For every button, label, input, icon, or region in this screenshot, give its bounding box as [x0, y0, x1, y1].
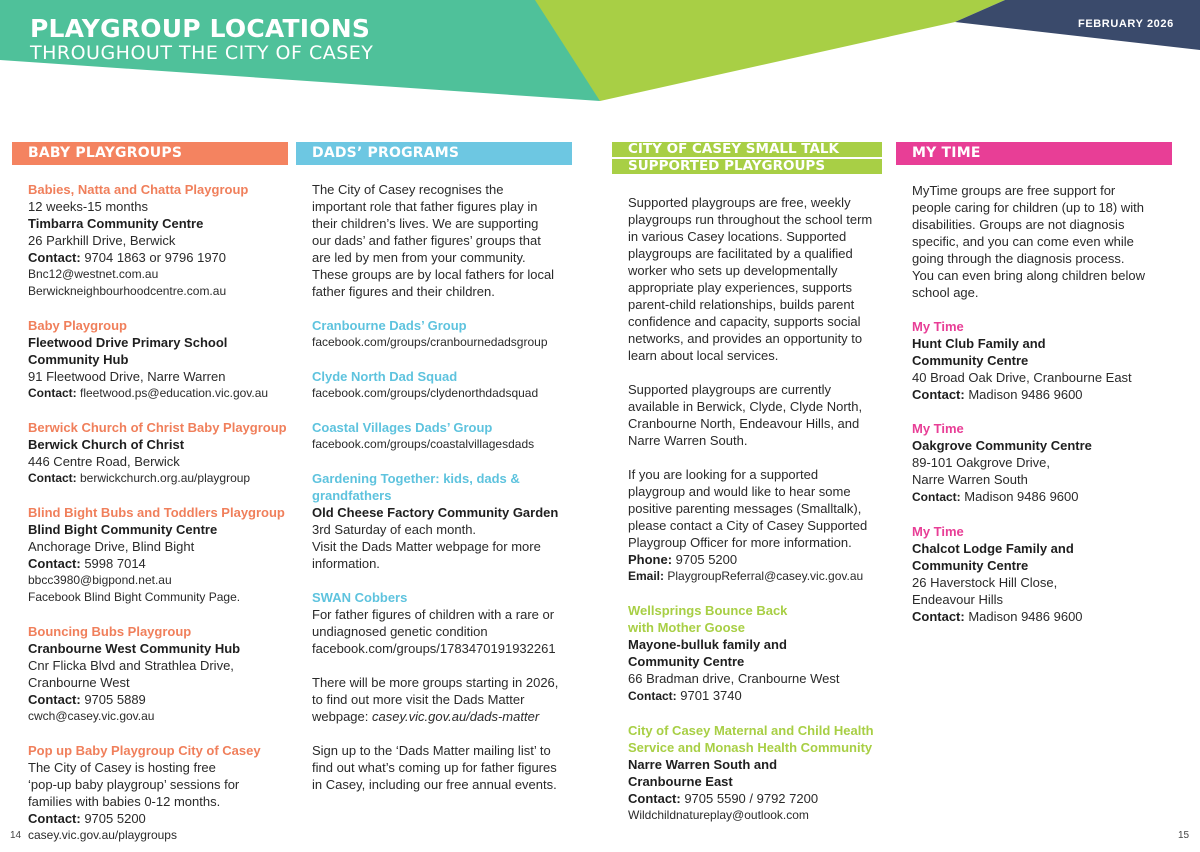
listing-desc-1: The City of Casey is hosting free	[28, 760, 216, 775]
para-line: to find out more visit the Dads Matter	[312, 692, 525, 707]
listing-address: 26 Haverstock Hill Close,	[912, 575, 1058, 590]
listing-facebook: facebook.com/groups/1783470191932261	[312, 641, 556, 656]
listing-desc-2: ‘pop-up baby playgroup’ sessions for	[28, 777, 240, 792]
listing-schedule: 3rd Saturday of each month.	[312, 522, 477, 537]
dads-mailing-list	[312, 742, 570, 793]
listing-address: 89-101 Oakgrove Drive,	[912, 455, 1051, 470]
listing-title: City of Casey Maternal and Child Health	[628, 723, 874, 738]
listing-contact: Contact: 9705 5200	[28, 811, 146, 826]
listing-venue: Cranbourne West Community Hub	[28, 641, 241, 656]
listing-venue-line2: Community Hub	[28, 352, 129, 367]
listing-babies-natta-chatta	[28, 181, 286, 300]
intro-line: MyTime groups are free support for	[912, 183, 1116, 198]
listing-address: 91 Fleetwood Drive, Narre Warren	[28, 369, 226, 384]
listing-venue: Berwick Church of Christ	[28, 437, 185, 452]
listing-website: casey.vic.gov.au/playgroups	[28, 828, 177, 842]
para-line: webpage: casey.vic.gov.au/dads-matter	[312, 709, 540, 724]
para-line: Supported playgroups are free, weekly	[628, 195, 851, 210]
listing-address-line2: Cranbourne West	[28, 675, 130, 690]
para-line: playgroup and would like to hear some	[628, 484, 851, 499]
listing-facebook: Facebook Blind Bight Community Page.	[28, 590, 241, 604]
small-talk-heading-line1: CITY OF CASEY SMALL TALK	[612, 142, 882, 157]
listing-my-time-oakgrove	[912, 420, 1170, 506]
intro-line: father figures and their children.	[312, 284, 495, 299]
listing-desc-2: information.	[312, 556, 380, 571]
small-talk-heading	[612, 142, 882, 174]
listing-berwick-church	[28, 419, 286, 487]
listing-title: Blind Bight Bubs and Toddlers Playgroup	[28, 505, 285, 520]
listing-address-line2: Narre Warren South	[912, 472, 1028, 487]
listing-cranbourne-dads	[312, 317, 570, 351]
dads-more-groups	[312, 674, 570, 725]
listing-title: Pop up Baby Playgroup City of Casey	[28, 743, 261, 758]
listing-address: 26 Parkhill Drive, Berwick	[28, 233, 176, 248]
para-line: If you are looking for a supported	[628, 467, 819, 482]
listing-contact: Contact: Madison 9486 9600	[912, 387, 1083, 402]
listing-contact: Contact: Madison 9486 9600	[912, 609, 1083, 624]
listing-bouncing-bubs	[28, 623, 286, 725]
listing-title: SWAN Cobbers	[312, 590, 408, 605]
intro-line: school age.	[912, 285, 979, 300]
listing-contact: Contact: 5998 7014	[28, 556, 146, 571]
listing-maternal-child-health	[628, 722, 880, 824]
listing-my-time-chalcot-lodge	[912, 523, 1170, 625]
listing-contact: Contact: fleetwood.ps@education.vic.gov.au	[28, 386, 269, 400]
listing-my-time-hunt-club	[912, 318, 1170, 403]
page-title-block	[30, 16, 373, 64]
intro-line: our dads’ and father figures’ groups that	[312, 233, 541, 248]
para-line: positive parenting messages (Smalltalk),	[628, 501, 862, 516]
para-line: please contact a City of Casey Supported	[628, 518, 868, 533]
para-line: in various Casey locations. Supported	[628, 229, 847, 244]
listing-desc-3: families with babies 0-12 months.	[28, 794, 221, 809]
listing-title: Babies, Natta and Chatta Playgroup	[28, 182, 249, 197]
para-line: There will be more groups starting in 2026,	[312, 675, 559, 690]
listing-venue: Old Cheese Factory Community Garden	[312, 505, 559, 520]
listing-venue: Oakgrove Community Centre	[912, 438, 1092, 453]
listing-title: Clyde North Dad Squad	[312, 369, 458, 384]
para-line: worker who sets up developmentally	[628, 263, 838, 278]
baby-playgroups-heading: BABY PLAYGROUPS	[12, 142, 288, 165]
listing-desc: For father figures of children with a rare or	[312, 607, 555, 622]
listing-address: Cnr Flicka Blvd and Strathlea Drive,	[28, 658, 234, 673]
para-line: networks, and provides an opportunity to	[628, 331, 863, 346]
listing-title: My Time	[912, 319, 964, 334]
small-talk-phone: Phone: 9705 5200	[628, 552, 738, 567]
listing-title: Gardening Together: kids, dads &	[312, 471, 520, 486]
page-number-left: 14	[10, 830, 22, 841]
small-talk-heading-line2: SUPPORTED PLAYGROUPS	[612, 159, 882, 174]
listing-email: bbcc3980@bigpond.net.au	[28, 573, 172, 587]
listing-email: cwch@casey.vic.gov.au	[28, 709, 155, 723]
listing-address: 66 Bradman drive, Cranbourne West	[628, 671, 840, 686]
listing-contact: Contact: berwickchurch.org.au/playgroup	[28, 471, 251, 485]
listing-venue: Mayone-bulluk family and	[628, 637, 787, 652]
my-time-heading: MY TIME	[896, 142, 1172, 165]
listing-contact: Contact: Madison 9486 9600	[912, 489, 1079, 504]
banner-lime-shape	[535, 0, 1005, 101]
intro-line: important role that father figures play in	[312, 199, 538, 214]
dads-programs-heading: DADS’ PROGRAMS	[296, 142, 572, 165]
intro-line: are led by men from your community.	[312, 250, 526, 265]
intro-line: going through the diagnosis process.	[912, 251, 1125, 266]
listing-address: 40 Broad Oak Drive, Cranbourne East	[912, 370, 1132, 385]
dads-programs-section	[296, 142, 572, 810]
small-talk-section	[612, 142, 882, 841]
baby-playgroups-section	[12, 142, 288, 852]
listing-title: Cranbourne Dads’ Group	[312, 318, 467, 333]
listing-contact: Contact: 9705 5889	[28, 692, 146, 707]
para-line: Supported playgroups are currently	[628, 382, 832, 397]
listing-age: 12 weeks-15 months	[28, 199, 148, 214]
listing-venue: Chalcot Lodge Family and	[912, 541, 1074, 556]
listing-gardening-together	[312, 470, 570, 572]
intro-line: people caring for children (up to 18) with	[912, 200, 1144, 215]
listing-desc-2: undiagnosed genetic condition	[312, 624, 488, 639]
small-talk-para-2	[628, 381, 880, 449]
listing-venue: Hunt Club Family and	[912, 336, 1046, 351]
listing-email: Bnc12@westnet.com.au	[28, 267, 159, 281]
listing-clyde-north-dad-squad	[312, 368, 570, 402]
intro-line: The City of Casey recognises the	[312, 182, 504, 197]
small-talk-para-1	[628, 194, 880, 364]
listing-venue-line2: Community Centre	[912, 558, 1029, 573]
listing-baby-playgroup	[28, 317, 286, 402]
small-talk-para-3	[628, 466, 880, 585]
listing-title: Wellsprings Bounce Back	[628, 603, 788, 618]
listing-title: Coastal Villages Dads’ Group	[312, 420, 493, 435]
para-line: Cranbourne North, Endeavour Hills, and	[628, 416, 860, 431]
para-line: Narre Warren South.	[628, 433, 748, 448]
para-line: confidence and capacity, supports social	[628, 314, 861, 329]
listing-venue: Timbarra Community Centre	[28, 216, 204, 231]
page-subtitle: THROUGHOUT THE CITY OF CASEY	[30, 42, 374, 64]
para-line: in Casey, including our free annual events.	[312, 777, 557, 792]
listing-title-line2: Service and Monash Health Community	[628, 740, 873, 755]
listing-facebook: facebook.com/groups/clydenorthdadsquad	[312, 386, 539, 400]
para-line: appropriate play experiences, supports	[628, 280, 853, 295]
intro-line: specific, and you can come even while	[912, 234, 1134, 249]
listing-venue-line2: Cranbourne East	[628, 774, 733, 789]
listing-contact: Contact: 9705 5590 / 9792 7200	[628, 791, 819, 806]
intro-line: These groups are by local fathers for local	[312, 267, 555, 282]
my-time-section	[896, 142, 1172, 642]
listing-desc: Visit the Dads Matter webpage for more	[312, 539, 541, 554]
para-line: Sign up to the ‘Dads Matter mailing list’ to	[312, 743, 551, 758]
listing-blind-bight	[28, 504, 286, 606]
listing-swan-cobbers	[312, 589, 570, 657]
issue-date: FEBRUARY 2026	[1078, 18, 1174, 30]
listing-address: 446 Centre Road, Berwick	[28, 454, 180, 469]
para-line: playgroups run throughout the school term	[628, 212, 873, 227]
intro-line: disabilities. Groups are not diagnosis	[912, 217, 1125, 232]
listing-address-line2: Endeavour Hills	[912, 592, 1004, 607]
listing-facebook: facebook.com/groups/coastalvillagesdads	[312, 437, 535, 451]
listing-title: My Time	[912, 421, 964, 436]
intro-line: their children’s lives. We are supporting	[312, 216, 539, 231]
listing-wellsprings	[628, 602, 880, 705]
page-number-right: 15	[1178, 830, 1190, 841]
listing-facebook: facebook.com/groups/cranbournedadsgroup	[312, 335, 548, 349]
para-line: available in Berwick, Clyde, Clyde North,	[628, 399, 863, 414]
my-time-intro	[912, 182, 1170, 301]
listing-contact: Contact: 9704 1863 or 9796 1970	[28, 250, 227, 265]
listing-title: Berwick Church of Christ Baby Playgroup	[28, 420, 287, 435]
listing-venue: Blind Bight Community Centre	[28, 522, 218, 537]
dads-matter-link[interactable]: casey.vic.gov.au/dads-matter	[372, 709, 540, 724]
listing-venue: Narre Warren South and	[628, 757, 778, 772]
dads-intro	[312, 181, 570, 300]
listing-venue: Fleetwood Drive Primary School	[28, 335, 228, 350]
listing-title-line2: grandfathers	[312, 488, 392, 503]
para-line: Playgroup Officer for more information.	[628, 535, 852, 550]
para-line: find out what’s coming up for father figures	[312, 760, 557, 775]
para-line: parent-child relationships, builds parent	[628, 297, 855, 312]
listing-title: My Time	[912, 524, 964, 539]
listing-venue-line2: Community Centre	[628, 654, 745, 669]
page-title: PLAYGROUP LOCATIONS	[30, 14, 371, 43]
para-line: playgroups are facilitated by a qualified	[628, 246, 853, 261]
listing-address: Anchorage Drive, Blind Bight	[28, 539, 195, 554]
intro-line: You can even bring along children below	[912, 268, 1145, 283]
listing-coastal-villages-dads	[312, 419, 570, 453]
listing-title-line2: with Mother Goose	[628, 620, 745, 635]
listing-contact: Contact: 9701 3740	[628, 688, 742, 703]
para-line: learn about local services.	[628, 348, 779, 363]
listing-website: Berwickneighbourhoodcentre.com.au	[28, 284, 227, 298]
listing-email: Wildchildnatureplay@outlook.com	[628, 808, 809, 822]
listing-venue-line2: Community Centre	[912, 353, 1029, 368]
listing-title: Baby Playgroup	[28, 318, 127, 333]
listing-title: Bouncing Bubs Playgroup	[28, 624, 192, 639]
listing-pop-up-baby	[28, 742, 286, 844]
small-talk-email: Email: PlaygroupReferral@casey.vic.gov.au	[628, 569, 864, 583]
